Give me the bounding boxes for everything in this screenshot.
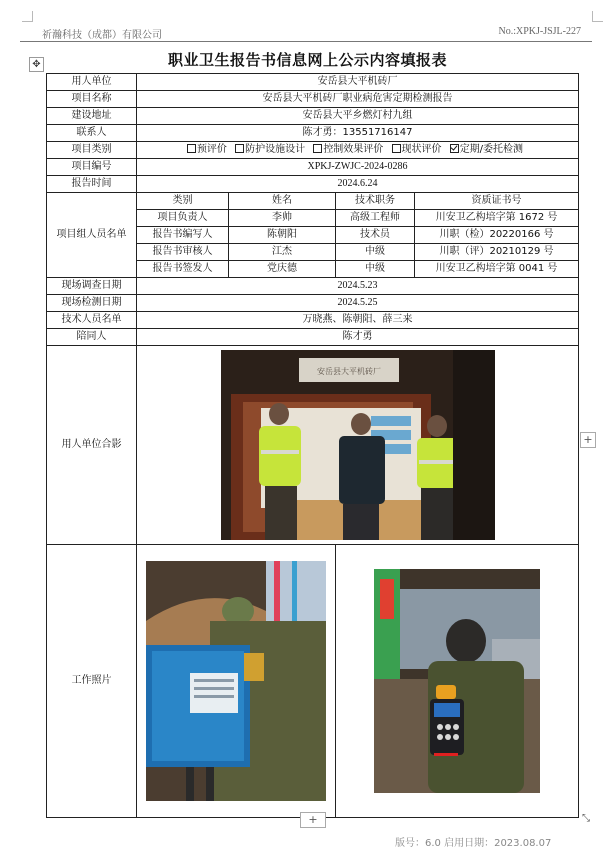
team-title[interactable]: 技术员: [336, 227, 415, 244]
table-row: [47, 312, 579, 329]
work-photo-1-image: [146, 561, 326, 801]
team-cert[interactable]: 川安卫乙构培字第 0041 号: [415, 261, 579, 278]
team-cert[interactable]: 川职（评）20210129 号: [415, 244, 579, 261]
team-cert[interactable]: 川安卫乙构培字第 1672 号: [415, 210, 579, 227]
header-doc-number: No.:XPKJ-JSJL-227: [498, 26, 581, 37]
team-name[interactable]: 江杰: [229, 244, 336, 261]
tech-staff-value[interactable]: 万晓燕、陈朝阳、薛三来: [137, 312, 579, 329]
info-form-table: [46, 73, 579, 818]
page-corner-mark: [22, 11, 33, 22]
escort-label: 陪同人: [47, 329, 137, 346]
team-header-name: 姓名: [229, 193, 336, 210]
survey-date-value[interactable]: 2024.5.23: [137, 278, 579, 295]
project-no-label: 项目编号: [47, 159, 137, 176]
table-row: [47, 329, 579, 346]
team-cert[interactable]: 川职（检）20220166 号: [415, 227, 579, 244]
category-option[interactable]: 防护设施设计: [235, 144, 305, 155]
escort-value[interactable]: 陈才勇: [137, 329, 579, 346]
employer-value[interactable]: 安岳县大平机砖厂: [137, 74, 579, 91]
address-label: 建设地址: [47, 108, 137, 125]
table-row: [47, 125, 579, 142]
add-column-icon[interactable]: +: [580, 432, 596, 448]
team-name[interactable]: 李帅: [229, 210, 336, 227]
project-name-value[interactable]: 安岳县大平机砖厂职业病危害定期检测报告: [137, 91, 579, 108]
team-title[interactable]: 中级: [336, 244, 415, 261]
category-option[interactable]: 定期/委托检测: [450, 144, 523, 155]
page-title: 职业卫生报告书信息网上公示内容填报表: [167, 51, 447, 69]
header-company: 祈瀚科技（成都）有限公司: [42, 30, 162, 41]
contact-label: 联系人: [47, 125, 137, 142]
group-photo[interactable]: [221, 350, 495, 540]
survey-date-label: 现场调查日期: [47, 278, 137, 295]
category-options: [137, 142, 579, 159]
checkbox-icon[interactable]: [187, 144, 196, 153]
group-photo-cell: [137, 346, 579, 545]
category-option[interactable]: 控制效果评价: [313, 144, 383, 155]
team-header-cert: 资质证书号: [415, 193, 579, 210]
table-resize-icon[interactable]: ⤡: [582, 813, 590, 824]
team-name[interactable]: 陈朝阳: [229, 227, 336, 244]
report-time-label: 报告时间: [47, 176, 137, 193]
table-row: [47, 295, 579, 312]
footer-version: 版号：6.0 启用日期：2023.08.07: [395, 838, 552, 849]
table-row: [47, 346, 579, 545]
table-row: [47, 193, 579, 210]
contact-value[interactable]: 陈才勇：13551716147: [137, 125, 579, 142]
table-row: [47, 91, 579, 108]
team-name[interactable]: 党庆德: [229, 261, 336, 278]
team-header-title: 技术职务: [336, 193, 415, 210]
checkbox-icon[interactable]: [392, 144, 401, 153]
employer-label: 用人单位: [47, 74, 137, 91]
table-move-icon[interactable]: ✥: [29, 57, 44, 72]
table-row: [47, 278, 579, 295]
header-rule: [20, 41, 592, 42]
table-row: [47, 176, 579, 193]
team-role[interactable]: 报告书审核人: [137, 244, 229, 261]
table-row: [47, 74, 579, 91]
team-title[interactable]: 中级: [336, 261, 415, 278]
project-no-value[interactable]: XPKJ-ZWJC-2024-0286: [137, 159, 579, 176]
team-header-role: 类别: [137, 193, 229, 210]
table-row: [47, 142, 579, 159]
category-option[interactable]: 预评价: [187, 144, 227, 155]
work-photo-2[interactable]: [374, 569, 540, 793]
detect-date-value[interactable]: 2024.5.25: [137, 295, 579, 312]
page-corner-mark: [592, 11, 603, 22]
table-row: [47, 545, 579, 818]
project-name-label: 项目名称: [47, 91, 137, 108]
group-photo-label: 用人单位合影: [47, 346, 137, 545]
table-row: [47, 108, 579, 125]
team-role[interactable]: 报告书编写人: [137, 227, 229, 244]
address-value[interactable]: 安岳县大平乡燃灯村九组: [137, 108, 579, 125]
team-role[interactable]: 报告书签发人: [137, 261, 229, 278]
team-title[interactable]: 高级工程师: [336, 210, 415, 227]
work-photo-label: 工作照片: [47, 545, 137, 818]
group-photo-image: [221, 350, 495, 540]
checkbox-icon[interactable]: [235, 144, 244, 153]
checkbox-icon[interactable]: [313, 144, 322, 153]
report-time-value[interactable]: 2024.6.24: [137, 176, 579, 193]
work-photo-cell-2: [336, 545, 579, 818]
tech-staff-label: 技术人员名单: [47, 312, 137, 329]
work-photo-1[interactable]: [146, 561, 326, 801]
category-label: 项目类别: [47, 142, 137, 159]
work-photo-cell-1: [137, 545, 336, 818]
detect-date-label: 现场检测日期: [47, 295, 137, 312]
team-role[interactable]: 项目负责人: [137, 210, 229, 227]
checkbox-checked-icon[interactable]: [450, 144, 459, 153]
photo-sign-text: 安岳县大平机砖厂: [316, 367, 381, 376]
add-row-icon[interactable]: +: [300, 812, 326, 828]
team-label: 项目组人员名单: [47, 193, 137, 278]
category-option[interactable]: 现状评价: [392, 144, 442, 155]
work-photo-2-image: [374, 569, 540, 793]
table-row: [47, 159, 579, 176]
